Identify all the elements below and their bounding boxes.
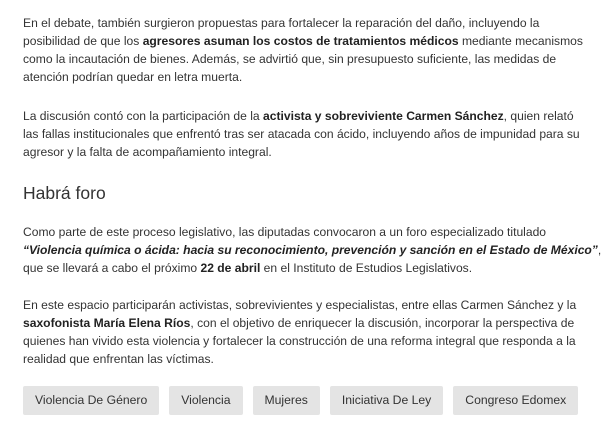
bold-text: activista y sobreviviente Carmen Sánchez [263, 109, 504, 123]
paragraph-text: En este espacio participarán activistas, sobrevivientes y especialistas, entre ellas Carmen Sánchez y la [23, 298, 577, 312]
tag-iniciativa-de-ley[interactable]: Iniciativa De Ley [330, 386, 443, 415]
paragraph-text: , que se llevará a cabo el próximo [23, 243, 602, 275]
paragraph-text: , quien relató las fallas institucionales que enfrentó tras ser atacada con ácido, incluyendo años de impunidad para su agresor y la falta de acompañamiento integral. [23, 109, 580, 159]
tag-violencia[interactable]: Violencia [169, 386, 242, 415]
bold-text: agresores asuman los costos de tratamientos médicos [142, 34, 459, 48]
section-heading: Habrá foro [23, 183, 106, 203]
paragraph-participantes [23, 296, 583, 368]
paragraph-text: En el debate, también surgieron propuestas para fortalecer la reparación del daño, incluyendo la posibilidad de que los [23, 16, 540, 48]
forum-title-quote: “Violencia química o ácida: hacia su reconocimiento, prevención y sanción en el Estado de México” [23, 243, 598, 257]
paragraph-text: Como parte de este proceso legislativo, las diputadas convocaron a un foro especializado titulado [23, 225, 547, 239]
paragraph-foro [23, 223, 603, 277]
tag-congreso-edomex[interactable]: Congreso Edomex [453, 386, 578, 415]
paragraph-text: en el Instituto de Estudios Legislativos. [260, 261, 473, 275]
paragraph-text: , con el objetivo de enriquecer la discusión, incorporar la perspectiva de quienes han vivido esta violencia y fortalecer la construcción de una reforma integral que responda a la realidad que enfrentan las víctimas. [23, 316, 576, 366]
paragraph-text: mediante mecanismos como la incautación de bienes. Además, se advirtió que, sin presupuesto suficiente, las medidas de atención podrían quedar en letra muerta. [23, 34, 583, 84]
paragraph-carmen-sanchez [23, 107, 588, 161]
tag-list [23, 386, 578, 415]
bold-date: 22 de abril [200, 261, 261, 275]
tag-violencia-de-genero[interactable]: Violencia De Género [23, 386, 159, 415]
tag-mujeres[interactable]: Mujeres [253, 386, 320, 415]
bold-text: saxofonista María Elena Ríos [23, 316, 191, 330]
paragraph-reparacion-dano [23, 14, 583, 86]
paragraph-text: La discusión contó con la participación de la [23, 109, 264, 123]
